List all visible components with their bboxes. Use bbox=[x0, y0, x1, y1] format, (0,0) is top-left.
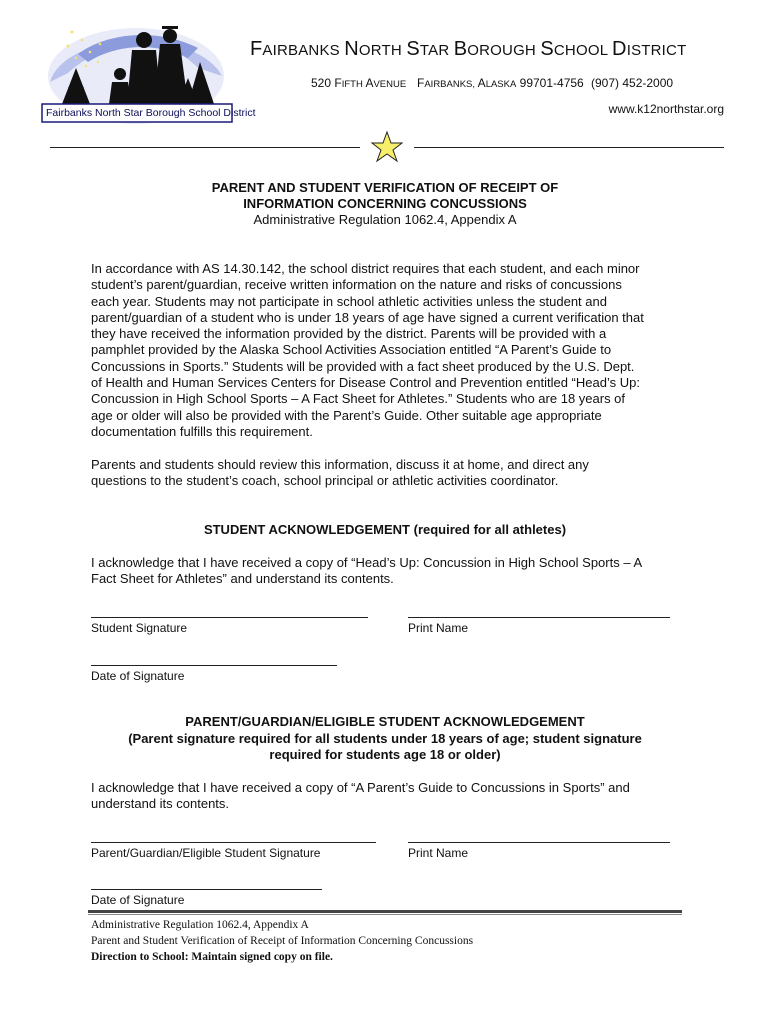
intro-paragraph: In accordance with AS 14.30.142, the school district requires that each student, and each minor student’s parent/guardian, receive written information on the nature and risks of concussions each year. Students may not participate in school athletic activities unless the student and parent/guardian of a student who is under 18 years of age have signed a current verification that they have received the information provided by the district. Parents will be provided with a pamphlet provided by the Alaska School Activities Association entitled “A Parent’s Guide to Concussions in Sports.” Students will be provided with a fact sheet produced by the U.S. Dept. of Health and Human Services Centers for Disease Control and Prevention entitled “Head’s Up: Concussion in High School Sports – A Fact Sheet for Athletes.” Students who are 18 years of age or older will also be provided with the Parent’s Guide. Other suitable age appropriate documentation fulfills this requirement. bbox=[91, 261, 644, 439]
city-state-zip: FAIRBANKS, ALASKA 99701-4756 bbox=[417, 76, 584, 90]
student-print-name-field[interactable] bbox=[408, 617, 670, 618]
footer-form-title: Parent and Student Verification of Receipt of Information Concerning Concussions bbox=[91, 935, 474, 947]
street-address: 520 FIFTH AVENUE bbox=[311, 76, 407, 90]
form-subtitle: Administrative Regulation 1062.4, Appendix A bbox=[253, 212, 517, 227]
footer-rule bbox=[88, 910, 682, 913]
parent-ack-text: I acknowledge that I have received a copy of “A Parent’s Guide to Concussions in Sports” and understand its contents. bbox=[91, 780, 630, 812]
parent-print-name-field[interactable] bbox=[408, 842, 670, 843]
district-title: FAIRBANKS NORTH STAR BOROUGH SCHOOL DISTRICT bbox=[250, 38, 687, 60]
parent-signature-field[interactable] bbox=[91, 842, 376, 843]
student-ack-text: I acknowledge that I have received a copy of “Head’s Up: Concussion in High School Sports – A Fact Sheet for Athletes” and understand its contents. bbox=[91, 555, 643, 587]
website-link[interactable]: www.k12northstar.org bbox=[608, 102, 724, 116]
header-rule-right bbox=[414, 147, 724, 148]
footer bbox=[91, 917, 473, 965]
parent-print-name-label: Print Name bbox=[408, 846, 469, 860]
form-title-line1: PARENT AND STUDENT VERIFICATION OF RECEIPT OF bbox=[211, 180, 559, 195]
footer-rule-thin bbox=[88, 914, 682, 915]
district-logo bbox=[38, 18, 256, 128]
student-date-label: Date of Signature bbox=[91, 669, 185, 683]
star-icon bbox=[370, 130, 404, 164]
student-ack-heading: STUDENT ACKNOWLEDGEMENT (required for all athletes) bbox=[203, 522, 567, 537]
logo-caption: Fairbanks North Star Borough School District bbox=[46, 107, 256, 119]
student-signature-field[interactable] bbox=[91, 617, 368, 618]
parent-signature-label: Parent/Guardian/Eligible Student Signature bbox=[91, 846, 321, 860]
review-paragraph: Parents and students should review this information, discuss it at home, and direct any questions to the student’s coach, school principal or athletic activities coordinator. bbox=[91, 457, 589, 489]
phone-number: (907) 452-2000 bbox=[591, 76, 674, 90]
student-signature-label: Student Signature bbox=[91, 621, 188, 635]
form-title-line2: INFORMATION CONCERNING CONCUSSIONS bbox=[243, 196, 527, 211]
parent-date-field[interactable] bbox=[91, 889, 322, 890]
header-rule-left bbox=[50, 147, 360, 148]
student-print-name-label: Print Name bbox=[408, 621, 469, 635]
student-date-field[interactable] bbox=[91, 665, 337, 666]
parent-date-label: Date of Signature bbox=[91, 893, 185, 907]
parent-ack-heading: PARENT/GUARDIAN/ELIGIBLE STUDENT ACKNOWLEDGEMENT (Parent signature required for all students under 18 years of age; student signature required for students age 18 or older) bbox=[128, 714, 642, 762]
footer-regulation: Administrative Regulation 1062.4, Appendix A bbox=[91, 919, 309, 931]
footer-direction: Direction to School: Maintain signed copy on file. bbox=[91, 951, 333, 963]
